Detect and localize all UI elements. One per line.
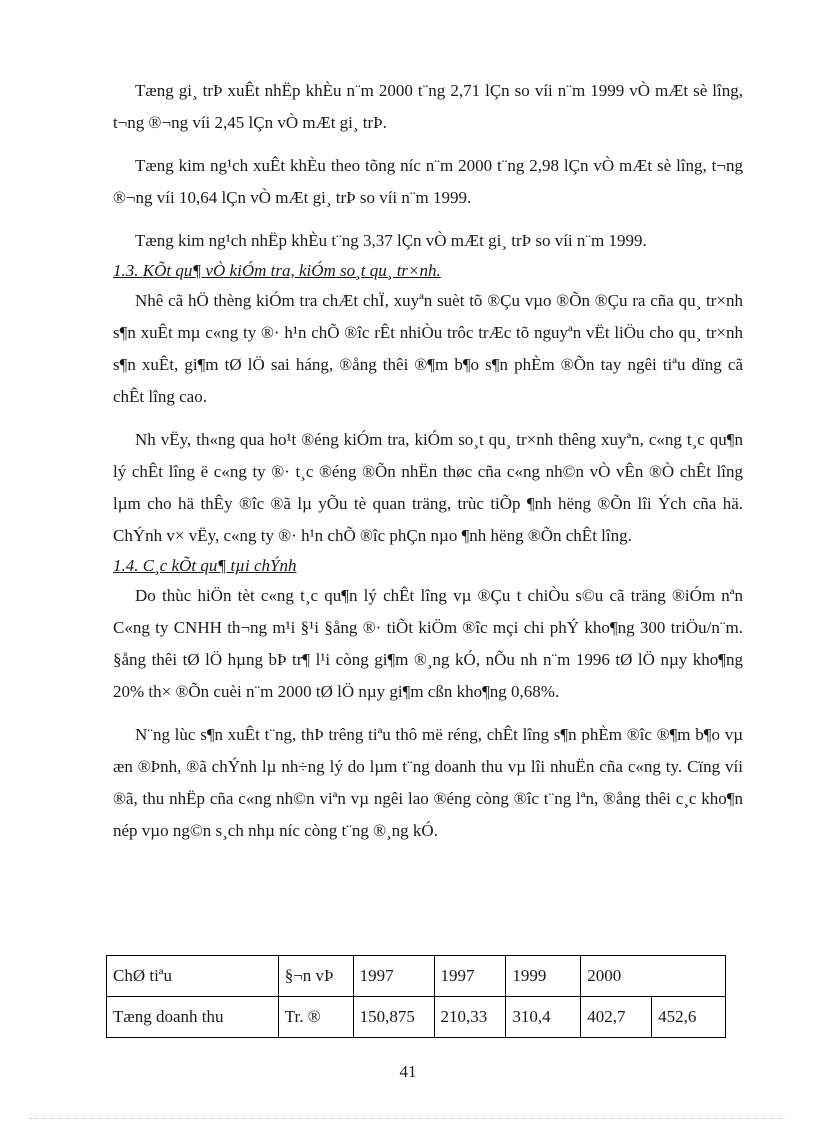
paragraph-inspection-results: Nhê cã hÖ thèng kiÓm tra chÆt chÏ, xuyªn suèt tõ ®Çu vµo ®Õn ®Çu ra cña qu¸ tr×nh s¶n xuÊt mµ c«ng ty ®· h¹n chÕ ®îc rÊt nhiÒu trôc trÆc tõ nguyªn vËt liÖu cho qu¸ tr×nh s¶n xuÊt, gi¶m tØ lÖ sai háng, ®ång thêi ®¶m b¶o s¶n phÈm ®Õn tay ngêi tiªu dïng cã chÊt lîng cao. (113, 291, 743, 406)
revenue-table (106, 955, 726, 1038)
table-header-row (107, 956, 726, 997)
page-number: 41 (399, 1062, 417, 1081)
paragraph-export-by-country: Tæng kim ng¹ch xuÊt khÈu theo tõng níc n¨m 2000 t¨ng 2,98 lÇn vÒ mÆt sè lîng, t¬ng ®¬ng víi 10,64 lÇn vÒ mÆt gi¸ trÞ so víi n¨m 1999. (113, 156, 743, 207)
table-cell: 150,875 (353, 997, 434, 1038)
table-header-cell: §¬n vÞ (278, 956, 353, 997)
table-header-cell: 1997 (353, 956, 434, 997)
table-cell: 402,7 (581, 997, 652, 1038)
table-header-cell: 1999 (506, 956, 581, 997)
table-header-cell: 2000 (581, 956, 726, 997)
table-header-cell: ChØ tiªu (107, 956, 279, 997)
section-heading-1-4: 1.4. C¸c kÕt qu¶ tµi chÝnh (113, 556, 297, 575)
table-cell: 310,4 (506, 997, 581, 1038)
paragraph-import-total: Tæng kim ng¹ch nhËp khÈu t¨ng 3,37 lÇn vÒ mÆt gi¸ trÞ so víi n¨m 1999. (135, 231, 647, 250)
table-cell: 452,6 (652, 997, 726, 1038)
table-cell: Tr. ® (278, 997, 353, 1038)
paragraph-quality-awareness: Nh vËy, th«ng qua ho¹t ®éng kiÓm tra, kiÓm so¸t qu¸ tr×nh thêng xuyªn, c«ng t¸c qu¶n lý chÊt lîng ë c«ng ty ®· t¸c ®éng ®Õn nhËn thøc cña c«ng nh©n vÒ vÊn ®Ò chÊt lîng lµm cho hä thÊy ®îc ®ã lµ yÕu tè quan träng, trùc tiÕp ¶nh hëng ®Õn lîi Ých cña hä. ChÝnh v× vËy, c«ng ty ®· h¹n chÕ ®îc phÇn nµo ¶nh hëng ®Õn chÊt lîng. (113, 430, 743, 545)
footer-divider (30, 1118, 786, 1119)
document-body (113, 75, 743, 847)
paragraph-revenue-growth: N¨ng lùc s¶n xuÊt t¨ng, thÞ trêng tiªu thô më réng, chÊt lîng s¶n phÈm ®îc ®¶m b¶o vµ æn ®Þnh, ®ã chÝnh lµ nh÷ng lý do lµm t¨ng doanh thu vµ lîi nhuËn cña c«ng ty. Cïng víi ®ã, thu nhËp cña c«ng nh©n viªn vµ ngêi lao ®éng còng ®îc t¨ng lªn, ®ång thêi c¸c kho¶n nép vµo ng©n s¸ch nhµ níc còng t¨ng ®¸ng kÓ. (113, 725, 743, 840)
paragraph-import-export-total: Tæng gi¸ trÞ xuÊt nhËp khÈu n¨m 2000 t¨ng 2,71 lÇn so víi n¨m 1999 vÒ mÆt sè lîng, t¬ng ®¬ng víi 2,45 lÇn vÒ mÆt gi¸ trÞ. (113, 81, 743, 132)
table-cell: 210,33 (434, 997, 506, 1038)
table-row (107, 997, 726, 1038)
section-heading-1-3: 1.3. KÕt qu¶ vÒ kiÓm tra, kiÓm so¸t qu¸ tr×nh. (113, 261, 441, 280)
paragraph-cost-savings: Do thùc hiÖn tèt c«ng t¸c qu¶n lý chÊt lîng vµ ®Çu t chiÒu s©u cã träng ®iÓm nªn C«ng ty CNHH th¬ng m¹i §¹i §ång ®· tiÕt kiÖm ®îc mçi chi phÝ kho¶ng 300 triÖu/n¨m. §ång thêi tØ lÖ hµng bÞ tr¶ l¹i còng gi¶m ®¸ng kÓ, nÕu nh n¨m 1996 tØ lÖ nµy kho¶ng 20% th× ®Õn cuèi n¨m 2000 tØ lÖ nµy gi¶m cßn kho¶ng 0,68%. (113, 586, 743, 701)
table-header-cell: 1997 (434, 956, 506, 997)
table-cell: Tæng doanh thu (107, 997, 279, 1038)
